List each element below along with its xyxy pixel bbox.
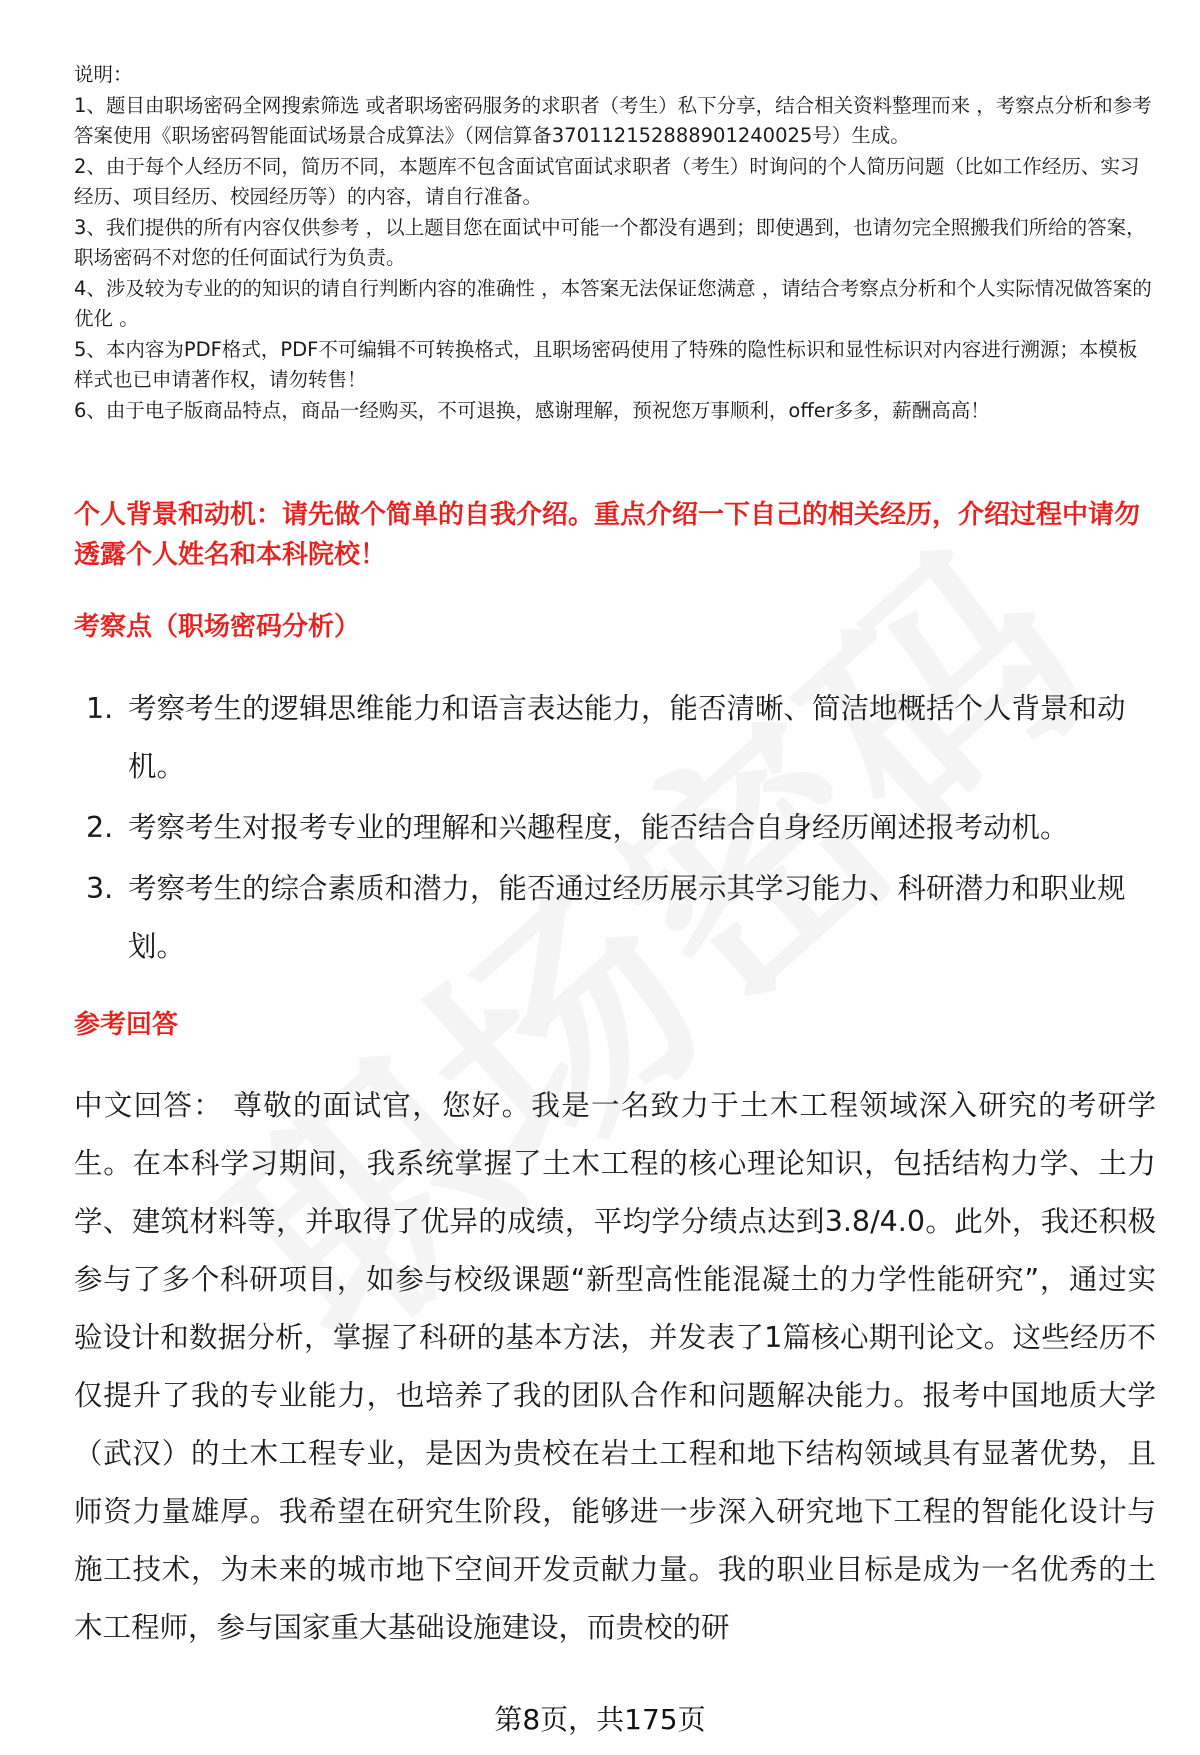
analysis-title: 考察点（职场密码分析）: [74, 612, 361, 642]
notes-heading: 说明：: [74, 63, 133, 86]
analysis-point: [74, 860, 1154, 976]
disclaimer-notes: [74, 60, 1154, 426]
note-item: 6、由于电子版商品特点，商品一经购买，不可退换，感谢理解，预祝您万事顺利，offer多多，薪酬高高！: [74, 398, 990, 422]
point-number: 3.: [86, 872, 114, 905]
question-heading: 个人背景和动机：请先做个简单的自我介绍。重点介绍一下自己的相关经历，介绍过程中请勿透露个人姓名和本科院校！: [74, 500, 1141, 570]
note-item: 4、涉及较为专业的的知识的请自行判断内容的准确性 ，本答案无法保证您满意 ，请结合考察点分析和个人实际情况做答案的优化 。: [74, 276, 1152, 330]
point-text: 考察考生的综合素质和潜力，能否通过经历展示其学习能力、科研潜力和职业规划。: [128, 872, 1126, 963]
point-text: 考察考生对报考专业的理解和兴趣程度，能否结合自身经历阐述报考动机。: [128, 811, 1069, 844]
answer-title: 参考回答: [74, 1010, 179, 1040]
note-item: 2、由于每个人经历不同，简历不同，本题库不包含面试官面试求职者（考生）时询问的个人简历问题（比如工作经历、实习经历、项目经历、校园经历等）的内容，请自行准备。: [74, 154, 1140, 208]
analysis-points: [74, 680, 1154, 979]
point-text: 考察考生的逻辑思维能力和语言表达能力，能否清晰、简洁地概括个人背景和动机。: [128, 692, 1126, 783]
point-number: 1.: [86, 692, 114, 725]
note-item: 1、题目由职场密码全网搜索筛选 或者职场密码服务的求职者（考生）私下分享，结合相关资料整理而来 ，考察点分析和参考答案使用《职场密码智能面试场景合成算法》（网信算备370112152888901240025号）生成。: [74, 93, 1152, 147]
point-number: 2.: [86, 811, 114, 844]
page-number-footer: 第8页，共175页: [494, 1703, 706, 1736]
note-item: 3、我们提供的所有内容仅供参考 ，以上题目您在面试中可能一个都没有遇到；即使遇到，也请勿完全照搬我们所给的答案，职场密码不对您的任何面试行为负责。: [74, 215, 1146, 269]
note-item: 5、本内容为PDF格式，PDF不可编辑不可转换格式，且职场密码使用了特殊的隐性标识和显性标识对内容进行溯源；本模板样式也已申请著作权，请勿转售！: [74, 337, 1138, 391]
analysis-point: [74, 680, 1154, 796]
answer-text: 中文回答： 尊敬的面试官，您好。我是一名致力于土木工程领域深入研究的考研学生。在本科学习期间，我系统掌握了土木工程的核心理论知识，包括结构力学、土力学、建筑材料等，并取得了优异的成绩，平均学分绩点达到3.8/4.0。此外，我还积极参与了多个科研项目，如参与校级课题“新型高性能混凝土的力学性能研究”，通过实验设计和数据分析，掌握了科研的基本方法，并发表了1篇核心期刊论文。这些经历不仅提升了我的专业能力，也培养了我的团队合作和问题解决能力。报考中国地质大学（武汉）的土木工程专业，是因为贵校在岩土工程和地下结构领域具有显著优势，且师资力量雄厚。我希望在研究生阶段，能够进一步深入研究地下工程的智能化设计与施工技术，为未来的城市地下空间开发贡献力量。我的职业目标是成为一名优秀的土木工程师，参与国家重大基础设施建设，而贵校的研: [74, 1089, 1156, 1644]
analysis-point: [74, 799, 1154, 857]
